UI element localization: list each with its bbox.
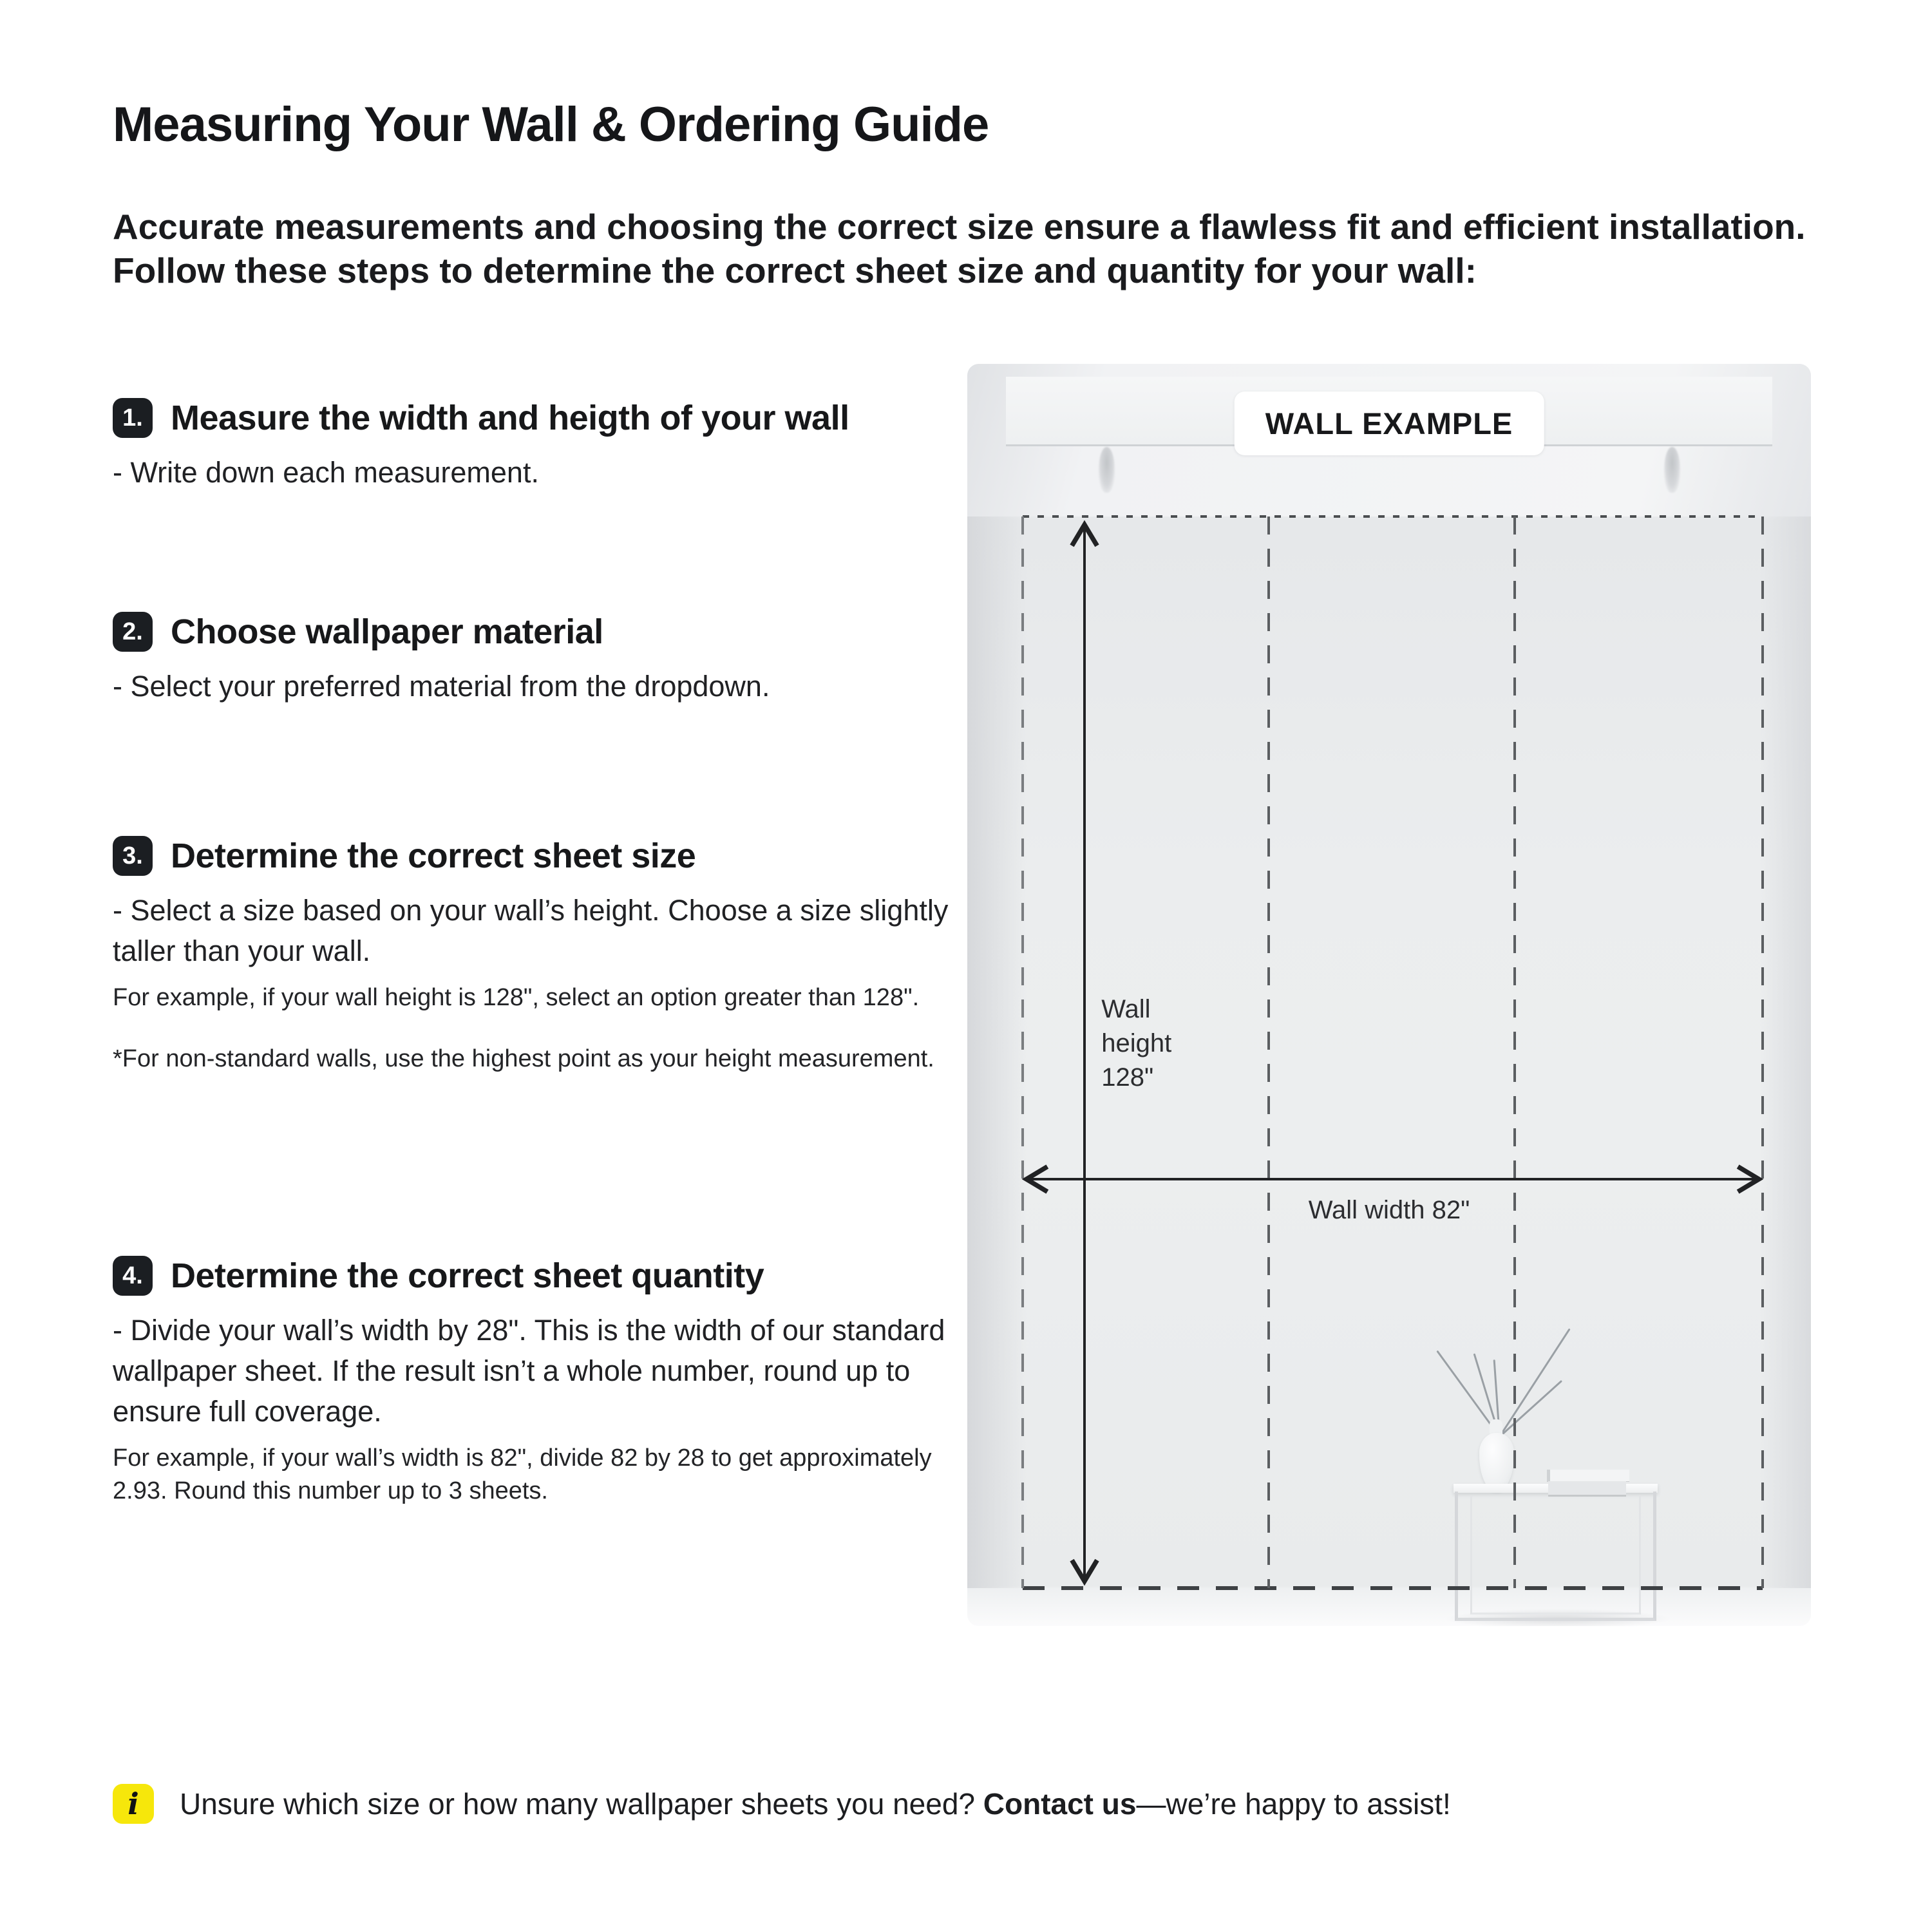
- info-icon: i: [113, 1784, 154, 1824]
- step-4-number-badge: 4.: [113, 1256, 153, 1296]
- step-4-example: For example, if your wall’s width is 82", divide 82 by 28 to get approximately 2.93. Round this number up to 3 sheets.: [113, 1444, 932, 1505]
- help-note-text: [180, 1786, 1451, 1821]
- step-2-number-badge: 2.: [113, 612, 153, 652]
- step-1-number-badge: 1.: [113, 398, 153, 438]
- page-title: Measuring Your Wall & Ordering Guide: [113, 97, 989, 152]
- intro-line-2: Follow these steps to determine the correct sheet size and quantity for your wall:: [113, 251, 1477, 291]
- wall-example-label: WALL EXAMPLE: [1235, 392, 1544, 455]
- step-1-title: Measure the width and heigth of your wall: [171, 399, 849, 437]
- help-note-question: Unsure which size or how many wallpaper sheets you need?: [180, 1787, 975, 1821]
- step-1: [113, 398, 960, 493]
- step-2-header: [113, 612, 960, 652]
- step-3-example: For example, if your wall height is 128", select an option greater than 128".: [113, 984, 920, 1011]
- step-2-title: Choose wallpaper material: [171, 612, 603, 651]
- help-note: [113, 1784, 1852, 1824]
- step-1-body: - Write down each measurement.: [113, 456, 539, 489]
- step-3-note: *For non-standard walls, use the highest point as your height measurement.: [113, 1045, 934, 1073]
- measurement-overlay: [967, 364, 1811, 1626]
- intro-text: [113, 205, 1864, 292]
- step-3-body: - Select a size based on your wall’s height. Choose a size slightly taller than your wall.: [113, 894, 949, 967]
- step-3-header: [113, 836, 960, 876]
- wall-example-image: [967, 364, 1811, 1626]
- step-1-header: [113, 398, 960, 438]
- step-4-body: - Divide your wall’s width by 28". This is the width of our standard wallpaper sheet. If the result isn’t a whole number, round up to ensure full coverage.: [113, 1314, 945, 1428]
- step-3-number-badge: 3.: [113, 836, 153, 876]
- step-4-title: Determine the correct sheet quantity: [171, 1256, 764, 1295]
- wall-height-label: Wall height 128": [1101, 995, 1172, 1092]
- step-3: [113, 836, 960, 1076]
- step-4: [113, 1256, 960, 1508]
- step-3-title: Determine the correct sheet size: [171, 837, 696, 875]
- wall-width-label: Wall width 82": [1308, 1195, 1470, 1224]
- intro-line-1: Accurate measurements and choosing the correct size ensure a flawless fit and efficient installation.: [113, 207, 1806, 247]
- contact-us-link[interactable]: Contact us: [983, 1787, 1137, 1821]
- step-4-header: [113, 1256, 960, 1296]
- help-note-suffix: —we’re happy to assist!: [1136, 1787, 1451, 1821]
- step-2-body: - Select your preferred material from the dropdown.: [113, 670, 770, 703]
- step-2: [113, 612, 960, 706]
